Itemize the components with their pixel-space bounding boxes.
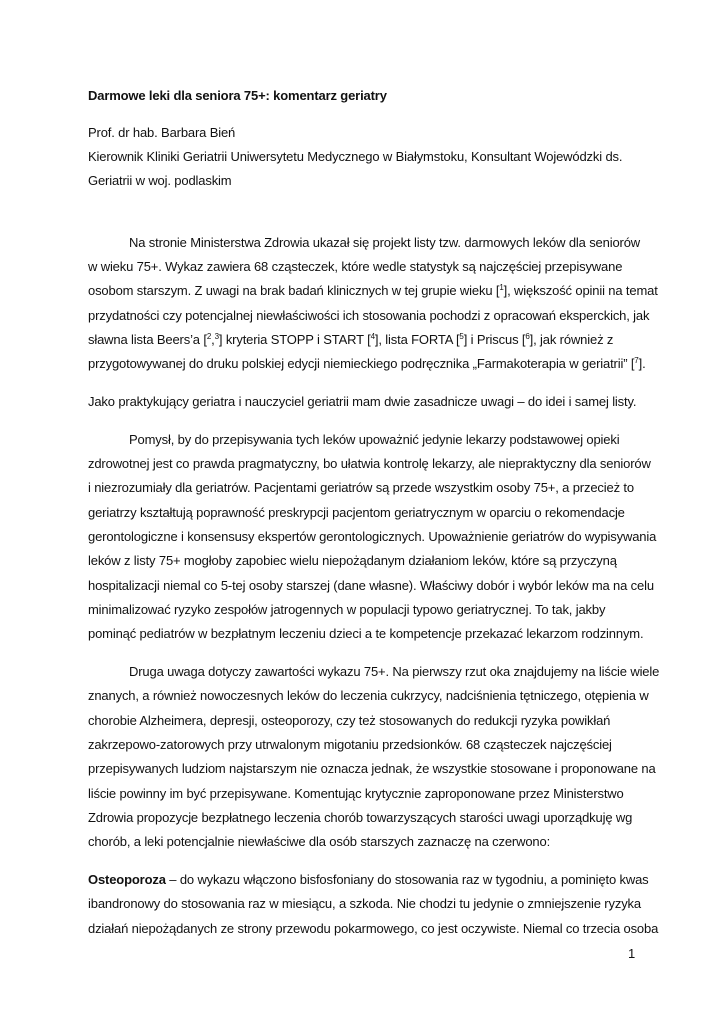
affiliation-line-1: Kierownik Kliniki Geriatrii Uniwersytetu Medycznego w Białymstoku, Konsultant Wojewódzki ds. xyxy=(88,149,623,164)
document-title: Darmowe leki dla seniora 75+: komentarz geriatry xyxy=(88,88,387,103)
affiliation-line-2: Geriatrii w woj. podlaskim xyxy=(88,173,232,188)
paragraph-4-line-1: Druga uwaga dotyczy zawartości wykazu 75+. Na pierwszy rzut oka znajdujemy na liście wiele xyxy=(129,664,660,679)
paragraph-3-line-3: i niezrozumiały dla geriatrów. Pacjentami geriatrów są przede wszystkim osoby 75+, a przecież to xyxy=(88,480,634,495)
text-segment: osobom starszym. Z uwagi na brak badań klinicznych w tej grupie wieku [ xyxy=(88,283,500,298)
paragraph-3-line-5: gerontologiczne i konsensusy ekspertów gerontologicznych. Upoważnienie geriatrów do wypisywania xyxy=(88,529,657,544)
paragraph-1-line-1: Na stronie Ministerstwa Zdrowia ukazał się projekt listy tzw. darmowych leków dla seniorów xyxy=(129,235,641,250)
paragraph-5-line-1 xyxy=(88,872,649,888)
paragraph-4-line-8: chorób, a leki potencjalnie niewłaściwe dla osób starszych zaznaczę na czerwono: xyxy=(88,834,551,849)
paragraph-1-line-3 xyxy=(88,283,658,299)
paragraph-1-line-2: w wieku 75+. Wykaz zawiera 68 cząsteczek, które wedle statystyk są najczęściej przepisywane xyxy=(88,259,623,274)
paragraph-1-line-4: przydatności czy potencjalnej niewłaściwości ich stosowania pochodzi z opracowań eksperckich, jak xyxy=(88,308,650,323)
footnote-ref-7[interactable]: 7 xyxy=(634,356,639,365)
paragraph-2: Jako praktykujący geriatra i nauczyciel geriatrii mam dwie zasadnicze uwagi – do idei i samej listy. xyxy=(88,394,637,409)
paragraph-3-line-6: leków z listy 75+ mogłoby zapobiec wielu niepożądanym działaniom leków, które są przyczyną xyxy=(88,553,617,568)
paragraph-4-line-6: liście powinny im być przepisywane. Komentując krytycznie zaproponowane przez Ministerstwo xyxy=(88,786,624,801)
footnote-ref-1[interactable]: 1 xyxy=(499,283,504,292)
paragraph-1-line-6 xyxy=(88,356,646,372)
paragraph-5-line-2: ibandronowy do stosowania raz w miesiącu, a szkoda. Nie chodzi tu jedynie o zmniejszenie ryzyka xyxy=(88,896,641,911)
paragraph-3-line-4: geriatrzy kształtują poprawność preskrypcji pacjentom geriatrycznym w oparciu o rekomendacje xyxy=(88,505,625,520)
paragraph-4-line-4: zakrzepowo-zatorowych przy utrwalonym migotaniu przedsionków. 68 cząsteczek najczęściej xyxy=(88,737,612,752)
text-segment: ], jak również z xyxy=(529,332,614,347)
footnote-ref-2[interactable]: 2 xyxy=(206,332,212,341)
page-number: 1 xyxy=(628,946,636,961)
text-segment: sławna lista Beers’a [ xyxy=(88,332,207,347)
paragraph-4-line-5: przepisywanych ludziom najstarszym nie oznacza jednak, że wszystkie stosowane i proponowane na xyxy=(88,761,656,776)
footnote-ref-5[interactable]: 5 xyxy=(459,332,464,341)
footnote-ref-4[interactable]: 4 xyxy=(370,332,375,341)
text-segment: , xyxy=(211,332,215,347)
paragraph-3-line-9: pominąć pediatrów w bezpłatnym leczeniu dzieci a te kompetencje przekazać lekarzom rodzinnym. xyxy=(88,626,644,641)
text-segment: ], lista FORTA [ xyxy=(374,332,460,347)
text-segment: ]. xyxy=(638,356,646,371)
text-segment: przygotowywanej do druku polskiej edycji niemieckiego podręcznika „Farmakoterapia w geriatrii” [ xyxy=(88,356,635,371)
text-segment: – do wykazu włączono bisfosfoniany do stosowania raz w tygodniu, a pominięto kwas xyxy=(165,872,649,887)
paragraph-5-line-3: działań niepożądanych ze strony przewodu pokarmowego, co jest oczywiste. Niemal co trzecia osoba xyxy=(88,921,659,936)
text-segment: ] i Priscus [ xyxy=(463,332,526,347)
section-heading-osteoporoza: Osteoporoza xyxy=(88,872,166,887)
paragraph-4-line-3: chorobie Alzheimera, depresji, osteoporozy, czy też stosowanych do redukcji ryzyka powikłań xyxy=(88,713,611,728)
footnote-ref-3[interactable]: 3 xyxy=(214,332,219,341)
text-segment: ], większość opinii na temat xyxy=(503,283,658,298)
author-name: Prof. dr hab. Barbara Bień xyxy=(88,125,236,140)
text-segment: ] kryteria STOPP i START [ xyxy=(218,332,371,347)
paragraph-3-line-8: minimalizować ryzyko zespołów jatrogennych w populacji typowo geriatrycznej. To tak, jakby xyxy=(88,602,606,617)
paragraph-1-line-5 xyxy=(88,332,613,348)
paragraph-3-line-7: hospitalizacji niemal co 5-tej osoby starszej (dane własne). Właściwy dobór i wybór leków ma na celu xyxy=(88,578,654,593)
paragraph-4-line-2: znanych, a również nowoczesnych leków do leczenia cukrzycy, nadciśnienia tętniczego, otępienia w xyxy=(88,688,649,703)
footnote-ref-6[interactable]: 6 xyxy=(525,332,530,341)
paragraph-3-line-2: zdrowotnej jest co prawda pragmatyczny, bo ułatwia kontrolę lekarzy, ale niepraktyczny dla seniorów xyxy=(88,456,651,471)
paragraph-4-line-7: Zdrowia propozycje bezpłatnego leczenia chorób towarzyszących starości uwagi uporządkuję wg xyxy=(88,810,633,825)
paragraph-3-line-1: Pomysł, by do przepisywania tych leków upoważnić jedynie lekarzy podstawowej opieki xyxy=(129,432,620,447)
